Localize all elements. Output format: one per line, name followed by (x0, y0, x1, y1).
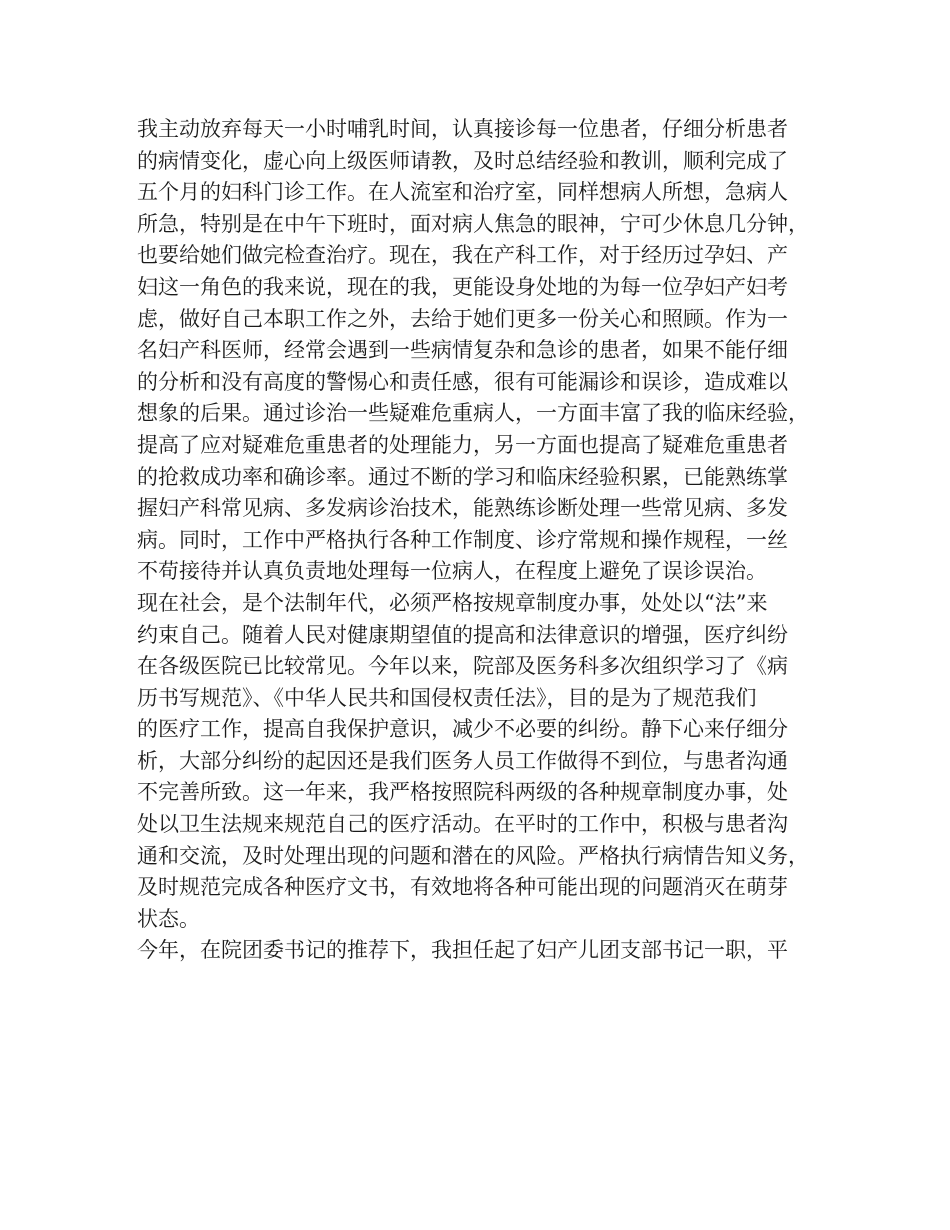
text-line: 不完善所致。这一年来，我严格按照院科两级的各种规章制度办事，处 (137, 780, 788, 805)
text-line: 的病情变化，虚心向上级医师请教，及时总结经验和教训，顺利完成了 (137, 148, 788, 173)
text-line: 也要给她们做完检查治疗。现在，我在产科工作，对于经历过孕妇、产 (137, 243, 788, 268)
text-line: 约束自己。随着人民对健康期望值的提高和法律意识的增强，医疗纠纷 (137, 622, 788, 647)
text-line: 想象的后果。通过诊治一些疑难危重病人，一方面丰富了我的临床经验， (137, 401, 809, 426)
text-line: 我主动放弃每天一小时哺乳时间，认真接诊每一位患者，仔细分析患者 (137, 117, 788, 141)
text-line: 析，大部分纠纷的起因还是我们医务人员工作做得不到位，与患者沟通 (137, 748, 788, 773)
text-line: 在各级医院已比较常见。今年以来，院部及医务科多次组织学习了《病 (137, 654, 788, 679)
text-line: 历书写规范》、《中华人民共和国侵权责任法》，目的是为了规范我们 (137, 685, 757, 710)
text-line: 握妇产科常见病、多发病诊治技术，能熟练诊断处理一些常见病、多发 (137, 496, 788, 521)
text-line: 不苟接待并认真负责地处理每一位病人，在程度上避免了误诊误治。 (137, 559, 767, 584)
text-line: 虑，做好自己本职工作之外，去给于她们更多一份关心和照顾。作为一 (137, 306, 788, 331)
text-line: 提高了应对疑难危重患者的处理能力，另一方面也提高了疑难危重患者 (137, 432, 788, 457)
text-line: 现在社会，是个法制年代，必须严格按规章制度办事，处处以“法”来 (137, 590, 768, 615)
text-line: 状态。 (137, 906, 200, 931)
text-line: 今年，在院团委书记的推荐下，我担任起了妇产儿团支部书记一职，平 (137, 938, 788, 963)
text-line: 及时规范完成各种医疗文书，有效地将各种可能出现的问题消灭在萌芽 (137, 875, 788, 900)
body-text (137, 114, 827, 967)
text-line: 五个月的妇科门诊工作。在人流室和治疗室，同样想病人所想，急病人 (137, 180, 788, 205)
text-line: 处以卫生法规来规范自己的医疗活动。在平时的工作中，积极与患者沟 (137, 812, 788, 837)
text-line: 所急，特别是在中午下班时，面对病人焦急的眼神，宁可少休息几分钟， (137, 211, 809, 236)
text-line: 通和交流，及时处理出现的问题和潜在的风险。严格执行病情告知义务， (137, 843, 809, 868)
text-line: 的医疗工作，提高自我保护意识，减少不必要的纠纷。静下心来仔细分 (137, 717, 788, 742)
text-line: 妇这一角色的我来说，现在的我，更能设身处地的为每一位孕妇产妇考 (137, 274, 788, 299)
text-line: 名妇产科医师，经常会遇到一些病情复杂和急诊的患者，如果不能仔细 (137, 338, 788, 363)
text-line: 的分析和没有高度的警惕心和责任感，很有可能漏诊和误诊，造成难以 (137, 369, 788, 394)
text-line: 的抢救成功率和确诊率。通过不断的学习和临床经验积累，已能熟练掌 (137, 464, 788, 489)
text-line: 病。同时，工作中严格执行各种工作制度、诊疗常规和操作规程，一丝 (137, 527, 788, 552)
